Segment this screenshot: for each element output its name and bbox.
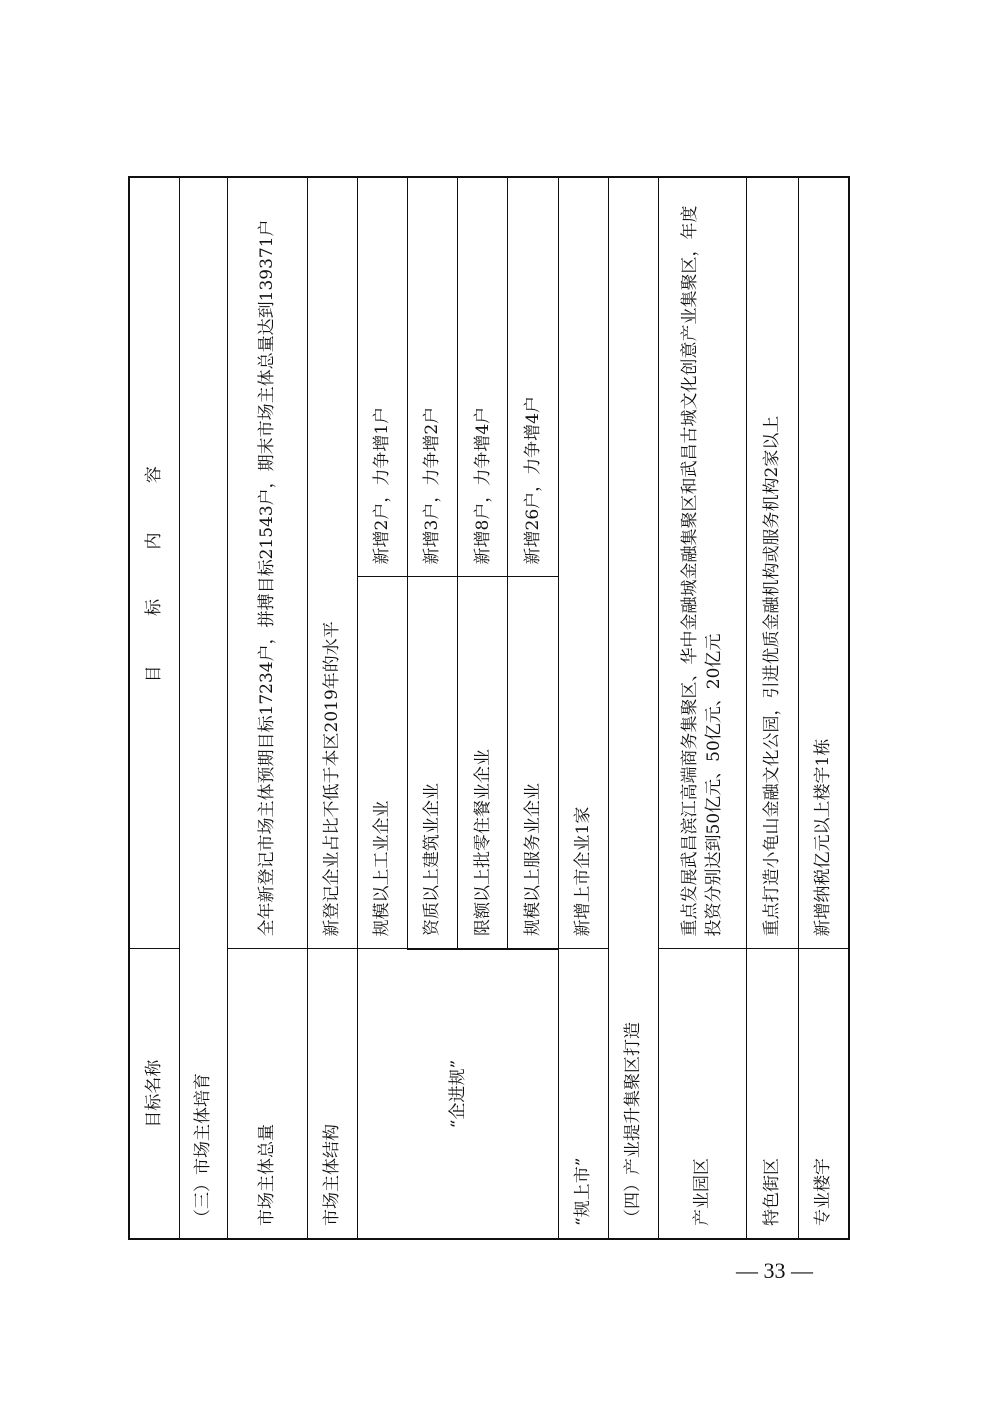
enterprise-type: 规模以上工业企业 (358, 577, 408, 949)
table-row (307, 177, 357, 1239)
row-content: 新增纳税亿元以上楼宇1栋 (799, 177, 849, 949)
enterprise-type: 规模以上服务业企业 (508, 577, 558, 949)
section-title: （四）产业提升集聚区打造 (608, 177, 658, 1239)
row-name: “规上市” (558, 949, 608, 1239)
table-row (227, 177, 307, 1239)
row-content: 全年新登记市场主体预期目标17234户，拼搏目标21543户，期末市场主体总量达到139371户 (227, 177, 307, 949)
row-content: 重点打造小龟山金融文化公园，引进优质金融机构或服务机构2家以上 (747, 177, 799, 949)
page-number: — 33 — (736, 1258, 813, 1283)
table-row (799, 177, 849, 1239)
row-name: 市场主体结构 (307, 949, 357, 1239)
table-row (747, 177, 799, 1239)
row-name: 特色街区 (747, 949, 799, 1239)
row-name: “企进规” (358, 949, 559, 1239)
header-name: 目标名称 (129, 949, 179, 1239)
section-row (608, 177, 658, 1239)
table-header-row (129, 177, 179, 1239)
enterprise-target: 新增3户，力争增2户 (408, 177, 458, 577)
enterprise-target: 新增8户，力争增4户 (458, 177, 508, 577)
section-title: （三）市场主体培育 (179, 177, 227, 1239)
row-name: 产业园区 (658, 949, 746, 1239)
enterprise-type: 限额以上批零住餐业企业 (458, 577, 508, 949)
row-content: 新登记企业占比不低于本区2019年的水平 (307, 177, 357, 949)
row-name: 专业楼宇 (799, 949, 849, 1239)
enterprise-target: 新增26户，力争增4户 (508, 177, 558, 577)
section-row (179, 177, 227, 1239)
rotated-page (128, 178, 850, 1240)
row-content: 新增上市企业1家 (558, 177, 608, 949)
enterprise-type: 资质以上建筑业企业 (408, 577, 458, 949)
header-content: 目 标 内 容 (129, 177, 179, 949)
enterprise-target: 新增2户，力争增1户 (358, 177, 408, 577)
table-row (658, 177, 746, 1239)
row-name: 市场主体总量 (227, 949, 307, 1239)
targets-table (128, 176, 850, 1240)
table-row (358, 177, 408, 1239)
table-row (558, 177, 608, 1239)
row-content: 重点发展武昌滨江高端商务集聚区、华中金融城金融集聚区和武昌古城文化创意产业集聚区，年度投资分别达到50亿元、50亿元、20亿元 (658, 177, 746, 949)
